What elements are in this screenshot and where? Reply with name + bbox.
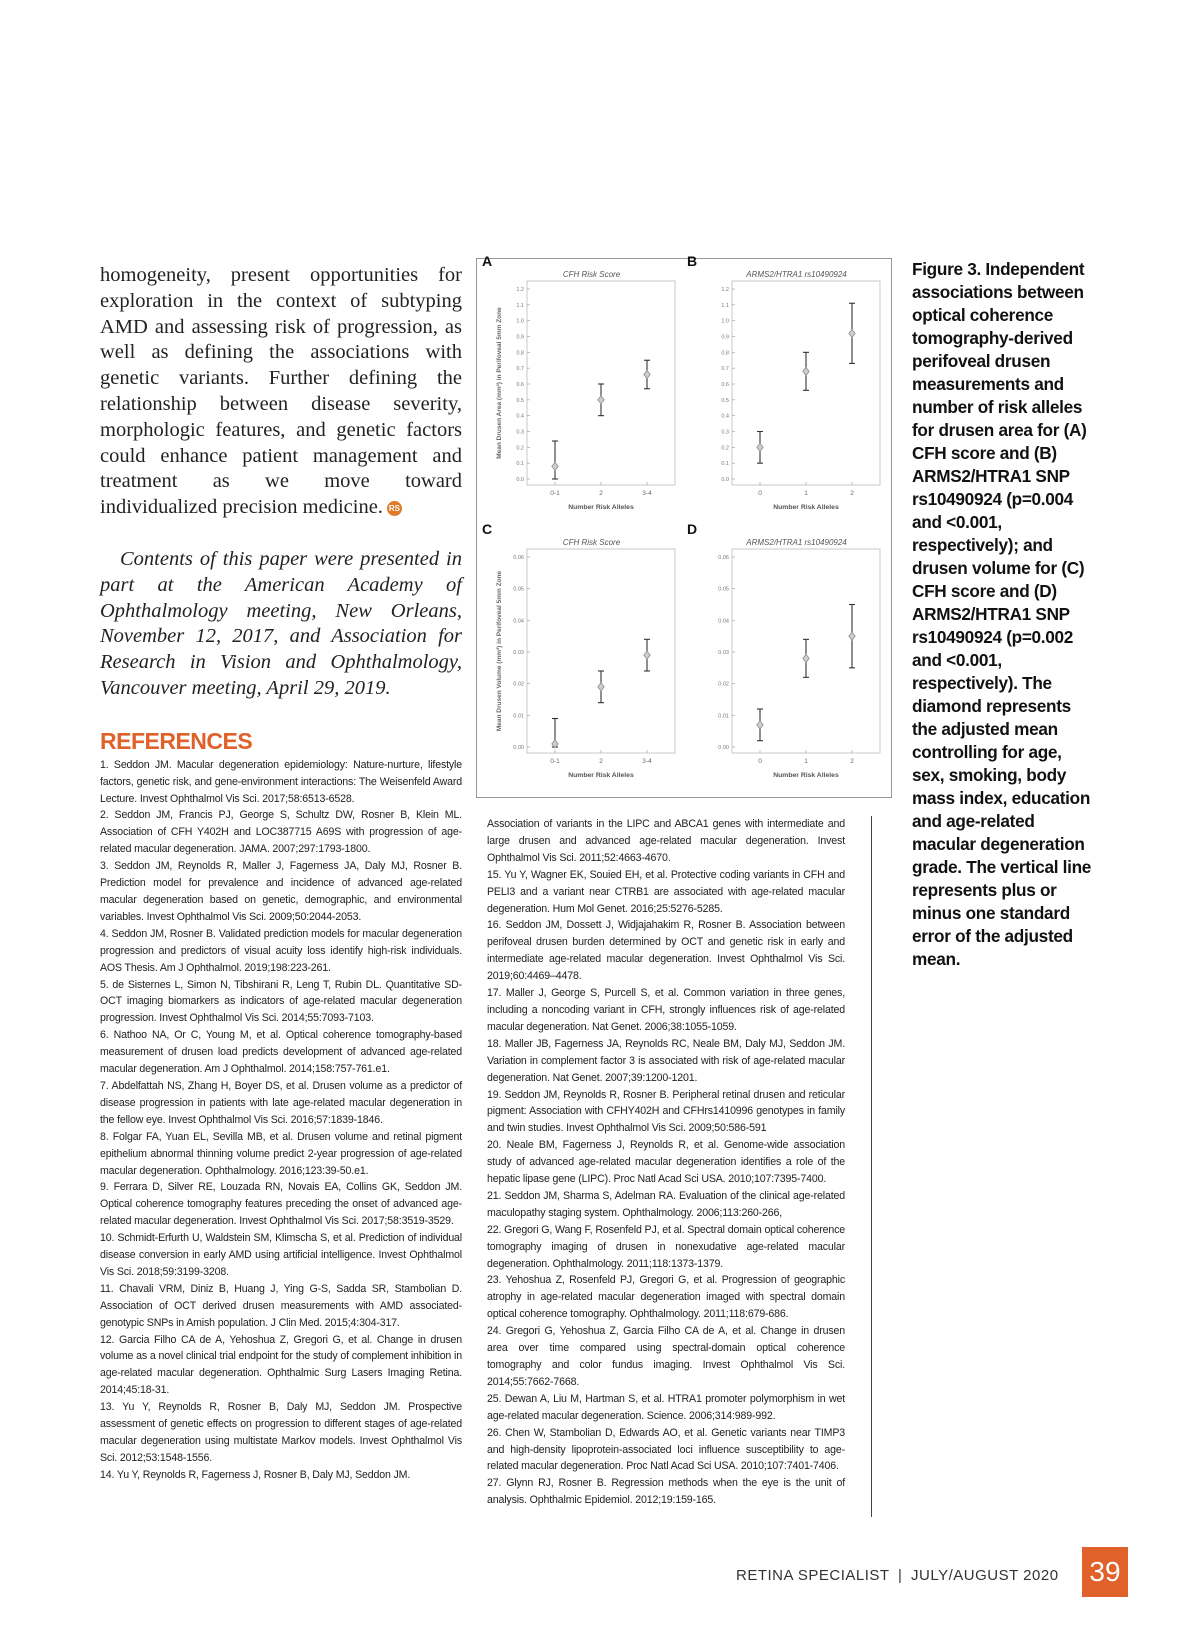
- column-rule: [871, 816, 872, 1517]
- data-point-diamond: [849, 632, 855, 640]
- reference-item: 18. Maller JB, Fagerness JA, Reynolds RC, Neale BM, Daly MJ, Seddon JM. Variation in complement factor 3 is associated with risk of age-related macular degeneration. Nat Genet. 2007;39:1200-1201.: [487, 1037, 845, 1084]
- plot-frame: [527, 281, 675, 485]
- y-tick-label: 0.00: [513, 745, 524, 751]
- y-tick-label: 0.8: [721, 350, 729, 357]
- y-tick-label: 0.4: [721, 413, 729, 420]
- data-point-diamond: [644, 651, 650, 659]
- reference-item: 22. Gregori G, Wang F, Rosenfeld PJ, et al. Spectral domain optical coherence tomography imaging of drusen in nonexudative age-related macular degeneration. Ophthalmology. 2011;118:1373-1379.: [487, 1223, 845, 1270]
- references-heading: REFERENCES: [100, 727, 253, 754]
- x-tick-label: 0-1: [550, 758, 560, 765]
- x-tick-label: 3-4: [642, 758, 652, 765]
- chart-title: ARMS2/HTRA1 rs10490924: [746, 538, 847, 547]
- chart-svg: [479, 527, 684, 795]
- reference-item: 20. Neale BM, Fagerness J, Reynolds R, et al. Genome-wide association study of advanced age-related macular degeneration identifies a role of the hepatic lipase gene (LIPC). Proc Natl Acad Sci USA. 2010;107:7395-7400.: [487, 1139, 845, 1186]
- x-tick-label: 2: [599, 758, 603, 765]
- y-tick-label: 0.7: [516, 366, 524, 373]
- page-number: 39: [1082, 1547, 1128, 1597]
- y-tick-label: 0.06: [718, 555, 729, 561]
- y-tick-label: 0.06: [513, 555, 524, 561]
- data-point-diamond: [803, 654, 809, 662]
- y-tick-label: 0.02: [718, 681, 729, 688]
- y-tick-label: 1.2: [516, 287, 524, 293]
- footer-publication: RETINA SPECIALIST: [736, 1567, 890, 1584]
- data-point-diamond: [598, 683, 604, 691]
- x-tick-label: 0: [758, 490, 762, 497]
- chart-title: CFH Risk Score: [562, 270, 621, 279]
- data-point-diamond: [849, 329, 855, 337]
- y-axis-label: Mean Drusen Volume (mm³) in Perifoveal 5mm Zone: [496, 570, 503, 732]
- presentation-note: Contents of this paper were presented in part at the American Academy of Ophthalmology meeting, New Orleans, November 12, 2017, and Association for Research in Vision and Ophthalmology, Vancouver meeting, April 29, 2019.: [100, 547, 462, 699]
- data-point-diamond: [598, 396, 604, 404]
- y-tick-label: 0.9: [721, 334, 729, 341]
- reference-item: 12. Garcia Filho CA de A, Yehoshua Z, Gregori G, et al. Change in drusen volume as a novel clinical trial endpoint for the study of complement inhibition in age-related macular degeneration. Ophthalmic Surg Lasers Imaging Retina. 2014;45:18-31.: [100, 1333, 462, 1397]
- x-tick-label: 0-1: [550, 490, 560, 497]
- reference-item: 24. Gregori G, Yehoshua Z, Garcia Filho CA de A, et al. Change in drusen area over time compared using spectral-domain optical coherence tomography and color fundus imaging. Invest Ophthalmol Vis Sci. 2014;55:7662-7668.: [487, 1325, 845, 1388]
- chart-title: ARMS2/HTRA1 rs10490924: [746, 270, 847, 279]
- y-tick-label: 0.9: [516, 334, 524, 341]
- y-tick-label: 0.04: [513, 618, 524, 625]
- y-tick-label: 0.3: [721, 429, 729, 436]
- x-axis-label: Number Risk Alleles: [568, 772, 634, 779]
- reference-item: 1. Seddon JM. Macular degeneration epidemiology: Nature-nurture, lifestyle factors, genetic risk, and gene-environment interactions: The Weisenfeld Award Lecture. Invest Ophthalmol Vis Sci. 2017;58:6513-6528.: [100, 758, 462, 805]
- reference-item: 21. Seddon JM, Sharma S, Adelman RA. Evaluation of the clinical age-related maculopathy staging system. Ophthalmology. 2006;113:260-266,: [487, 1189, 845, 1219]
- panel-letter: D: [687, 521, 698, 537]
- chart-panel-c: [479, 521, 684, 795]
- y-tick-label: 0.2: [516, 445, 524, 452]
- y-tick-label: 0.6: [516, 382, 524, 388]
- reference-item: 9. Ferrara D, Silver RE, Louzada RN, Novais EA, Collins GK, Seddon JM. Optical coherence tomography features preceding the onset of advanced age-related macular degeneration. Invest Ophthalmol Vis Sci. 2017;58:3519-3529.: [100, 1181, 462, 1228]
- reference-item: 8. Folgar FA, Yuan EL, Sevilla MB, et al. Drusen volume and retinal pigment epithelium abnormal thinning volume predict 2-year progression of age-related macular degeneration. Ophthalmology. 2016;123:39-50.e1.: [100, 1130, 462, 1177]
- y-tick-label: 1.0: [516, 318, 524, 325]
- y-tick-label: 0.03: [513, 650, 524, 656]
- y-tick-label: 0.05: [513, 586, 524, 593]
- panel-letter: A: [482, 253, 493, 269]
- reference-item: 17. Maller J, George S, Purcell S, et al. Common variation in three genes, including a noncoding variant in CFH, strongly influences risk of age-related macular degeneration. Nat Genet. 2006;38:1055-1059.: [487, 987, 845, 1033]
- y-tick-label: 1.2: [721, 287, 729, 293]
- x-axis-label: Number Risk Alleles: [773, 504, 839, 511]
- retina-specialist-end-mark: RS: [387, 501, 402, 516]
- y-tick-label: 0.02: [513, 681, 524, 688]
- data-point-diamond: [803, 367, 809, 375]
- x-axis-label: Number Risk Alleles: [773, 772, 839, 779]
- reference-item: 14. Yu Y, Reynolds R, Fagerness J, Rosner B, Daly MJ, Seddon JM.: [100, 1468, 411, 1481]
- y-tick-label: 0.2: [721, 445, 729, 452]
- y-tick-label: 0.00: [718, 745, 729, 751]
- chart-svg: [684, 527, 889, 795]
- y-tick-label: 0.03: [718, 650, 729, 656]
- reference-item: 16. Seddon JM, Dossett J, Widjajahakim R, Rosner B. Association between perifoveal drusen burden determined by OCT and genetic risk in early and intermediate age-related macular degeneration. Invest Ophthalmol Vis Sci. 2019;60:4469–4478.: [487, 919, 845, 983]
- panel-letter: B: [687, 253, 698, 269]
- article-body-text: homogeneity, present opportunities for exploration in the context of subtyping AMD and assessing risk of progression, as well as defining the associations with genetic variants. Further defining the relationship between disease severity, morphologic features, and genetic factors could enhance patient management and treatment as we move toward individualized precision medicine. RS: [100, 264, 462, 519]
- data-point-diamond: [644, 371, 650, 379]
- x-tick-label: 2: [850, 490, 854, 497]
- reference-item: 3. Seddon JM, Reynolds R, Maller J, Fagerness JA, Daly MJ, Rosner B. Prediction model for prevalence and incidence of advanced age-related macular degeneration based on genetic, demographic, and environmental variables. Invest Ophthalmol Vis Sci. 2009;50:2044-2053.: [100, 860, 462, 923]
- reference-item: 15. Yu Y, Wagner EK, Souied EH, et al. Protective coding variants in CFH and PELI3 and a variant near CTRB1 are associated with age-related macular degeneration. Hum Mol Genet. 2016;25:5276-5285.: [487, 868, 845, 915]
- data-point-diamond: [757, 721, 763, 729]
- y-tick-label: 0.1: [721, 461, 729, 468]
- page-footer: [736, 1567, 1059, 1584]
- chart-panel-b: [684, 253, 889, 527]
- chart-panel-a: [479, 253, 684, 527]
- reference-item: 4. Seddon JM, Rosner B. Validated prediction models for macular degeneration progression and predictors of visual acuity loss identify high-risk individuals. AOS Thesis. Am J Ophthalmol. 2019;198:223-261.: [100, 927, 462, 974]
- x-tick-label: 1: [804, 758, 808, 765]
- chart-svg: [479, 259, 684, 527]
- x-tick-label: 3-4: [642, 490, 652, 497]
- left-column: [100, 263, 462, 1484]
- y-tick-label: 1.1: [721, 302, 729, 309]
- reference-item: 2. Seddon JM, Francis PJ, George S, Schultz DW, Rosner B, Klein ML. Association of CFH Y402H and LOC387715 A69S with progression of age-related macular degeneration. JAMA. 2007;297:1793-1800.: [100, 809, 462, 856]
- x-axis-label: Number Risk Alleles: [568, 504, 634, 511]
- x-tick-label: 2: [599, 490, 603, 497]
- reference-item: 19. Seddon JM, Reynolds R, Rosner B. Peripheral retinal drusen and reticular pigment: Association with CFHY402H and CFHrs1410996 genotypes in family and twin studies. Invest Ophthalmol Vis Sci. 2009;50:586-591: [487, 1088, 845, 1135]
- reference-item: 10. Schmidt-Erfurth U, Waldstein SM, Klimscha S, et al. Prediction of individual disease conversion in early AMD using artificial intelligence. Invest Ophthalmol Vis Sci. 2018;59:3199-3208.: [100, 1232, 462, 1278]
- reference-item: 26. Chen W, Stambolian D, Edwards AO, et al. Genetic variants near TIMP3 and high-density lipoprotein-associated loci influence susceptibility to age-related macular degeneration. Proc Natl Acad Sci USA. 2010;107:7401-7406.: [487, 1426, 845, 1473]
- x-tick-label: 2: [850, 758, 854, 765]
- reference-item: 7. Abdelfattah NS, Zhang H, Boyer DS, et al. Drusen volume as a predictor of disease progression in patients with late age-related macular degeneration in the fellow eye. Invest Ophthalmol Vis Sci. 2016;57:1839-1846.: [100, 1079, 462, 1126]
- y-tick-label: 0.5: [721, 397, 729, 404]
- reference-item: 5. de Sisternes L, Simon N, Tibshirani R, Leng T, Rubin DL. Quantitative SD-OCT imaging biomarkers as indicators of age-related macular degeneration progression. Invest Ophthalmol Vis Sci. 2014;55:7093-7103.: [100, 978, 462, 1025]
- plot-frame: [527, 549, 675, 753]
- y-tick-label: 0.01: [718, 713, 729, 720]
- reference-item: 6. Nathoo NA, Or C, Young M, et al. Optical coherence tomography-based measurement of drusen load predicts development of advanced age-related macular degeneration. Am J Ophthalmol. 2014;158:757-761.e1.: [100, 1029, 462, 1076]
- reference-item: 11. Chavali VRM, Diniz B, Huang J, Ying G-S, Sadda SR, Stambolian D. Association of OCT derived drusen measurements with AMD associated-genotypic SNPs in Amish population. J Clin Med. 2015;4:304-317.: [100, 1282, 462, 1329]
- figure-3-panels: [476, 253, 892, 798]
- y-tick-label: 0.04: [718, 618, 729, 625]
- chart-title: CFH Risk Score: [562, 538, 621, 547]
- y-tick-label: 0.3: [516, 429, 524, 436]
- data-point-diamond: [552, 462, 558, 470]
- y-tick-label: 0.01: [513, 713, 524, 720]
- y-tick-label: 0.0: [516, 477, 524, 483]
- chart-svg: [684, 259, 889, 527]
- y-tick-label: 1.1: [516, 302, 524, 309]
- references-list-middle: [487, 816, 845, 1509]
- reference-item: Association of variants in the LIPC and ABCA1 genes with intermediate and large drusen and advanced age-related macular degeneration. Invest Ophthalmol Vis Sci. 2011;52:4663-4670.: [487, 818, 845, 864]
- y-tick-label: 0.4: [516, 413, 524, 420]
- x-tick-label: 0: [758, 758, 762, 765]
- chart-panel-d: [684, 521, 889, 795]
- references-list-left: [100, 757, 462, 1484]
- y-axis-label: Mean Drusen Area (mm²) in Perifoveal 5mm Zone: [496, 307, 503, 459]
- footer-divider: |: [897, 1567, 903, 1584]
- figure-caption: Figure 3. Independent associations between optical coherence tomography-derived perifoveal drusen measurements and number of risk alleles for drusen area for (A) CFH score and (B) ARMS2/HTRA1 SNP rs10490924 (p=0.004 and <0.001, respectively); and drusen volume for (C) CFH score and (D) ARMS2/HTRA1 SNP rs10490924 (p=0.002 and <0.001, respectively). The diamond represents the adjusted mean controlling for age, sex, smoking, body mass index, education and age-related macular degeneration grade. The vertical line represents plus or minus one standard error of the adjusted mean.: [912, 259, 1092, 969]
- reference-item: 13. Yu Y, Reynolds R, Rosner B, Daly MJ, Seddon JM. Prospective assessment of genetic effects on progression to different stages of age-related macular degeneration using multistate Markov models. Invest Ophthalmol Vis Sci. 2012;53:1548-1556.: [100, 1401, 462, 1464]
- panel-letter: C: [482, 521, 493, 537]
- y-tick-label: 0.6: [721, 382, 729, 388]
- y-tick-label: 1.0: [721, 318, 729, 325]
- y-tick-label: 0.1: [516, 461, 524, 468]
- reference-item: 25. Dewan A, Liu M, Hartman S, et al. HTRA1 promoter polymorphism in wet age-related macular degeneration. Science. 2006;314:989-992.: [487, 1392, 845, 1422]
- footer-issue: JULY/AUGUST 2020: [911, 1567, 1059, 1584]
- y-tick-label: 0.0: [721, 477, 729, 483]
- y-tick-label: 0.8: [516, 350, 524, 357]
- y-tick-label: 0.05: [718, 586, 729, 593]
- data-point-diamond: [757, 443, 763, 451]
- reference-item: 27. Glynn RJ, Rosner B. Regression methods when the eye is the unit of analysis. Ophthalmic Epidemiol. 2012;19:159-165.: [487, 1477, 845, 1507]
- y-tick-label: 0.7: [721, 366, 729, 373]
- x-tick-label: 1: [804, 490, 808, 497]
- y-tick-label: 0.5: [516, 397, 524, 404]
- reference-item: 23. Yehoshua Z, Rosenfeld PJ, Gregori G, et al. Progression of geographic atrophy in age-related macular degeneration imaged with spectral domain optical coherence tomography. Ophthalmology. 2011;118:679-686.: [487, 1274, 845, 1321]
